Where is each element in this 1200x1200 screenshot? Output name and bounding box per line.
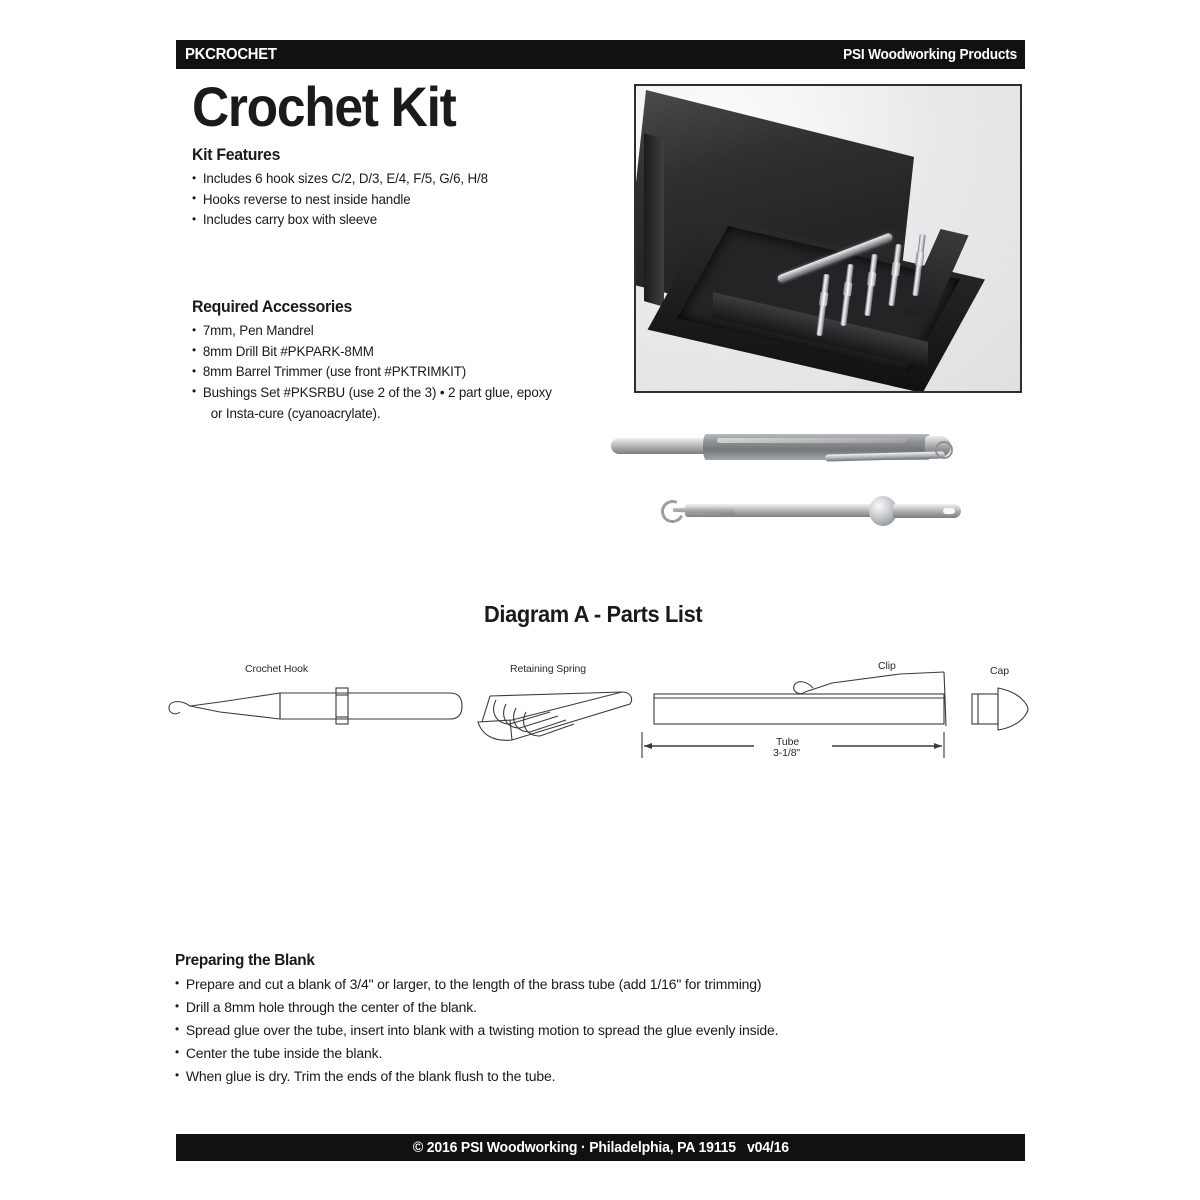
diagram-title: Diagram A - Parts List [484,601,703,627]
pen-tip [611,438,709,454]
hook-tail [893,504,961,518]
brand-label: PSI Woodworking Products [843,46,1017,63]
diagram-label-cap: Cap [990,665,1009,677]
required-accessories-heading: Required Accessories [192,298,353,316]
kit-features-section [192,146,612,231]
header-bar [176,40,1025,69]
list-item: • Includes 6 hook sizes C/2, D/3, E/4, F/5, G/6, H/8 [192,169,606,190]
diagram-a [160,650,1050,780]
kit-features-list [192,169,612,231]
diagram-label-crochet-hook: Crochet Hook [245,663,308,675]
required-accessories-list [192,321,612,424]
hook-tip-icon [658,497,687,526]
list-item: • 8mm Barrel Trimmer (use front #PKTRIMKIT) [192,362,606,383]
list-item: • Center the tube inside the blank. [175,1043,904,1066]
product-photo-assembled-pen [603,425,1025,475]
list-item-continuation: or Insta-cure (cyanoacrylate). [210,405,381,421]
sku-label: PKCROCHET [185,45,277,63]
copyright-label: © 2016 PSI Woodworking · Philadelphia, PA 19115 v04/16 [412,1139,789,1156]
preparing-the-blank-heading: Preparing the Blank [175,952,315,969]
list-item: • 8mm Drill Bit #PKPARK-8MM [192,342,606,363]
diagram-label-retaining-spring: Retaining Spring [510,663,587,675]
product-photo-box [634,84,1022,393]
list-item: • Hooks reverse to nest inside handle [192,190,606,211]
kit-features-heading: Kit Features [192,146,281,164]
preparing-the-blank-section [175,952,915,1089]
diagram-label-clip: Clip [878,660,896,672]
pen-clip-ring [935,441,953,459]
list-item: • 7mm, Pen Mandrel [192,321,606,342]
list-item: • Drill a 8mm hole through the center of the blank. [175,997,904,1020]
required-accessories-section [192,298,612,424]
footer-bar [176,1134,1025,1161]
preparing-the-blank-list [175,974,915,1089]
diagram-label-tube-dimension: 3-1/8" [773,747,801,759]
list-item: • Bushings Set #PKSRBU (use 2 of the 3) • 2 part glue, epoxy [192,383,606,404]
list-item: • Includes carry box with sleeve [192,210,606,231]
list-item: • Prepare and cut a blank of 3/4" or larger, to the length of the brass tube (add 1/16" for trimming) [175,974,904,997]
product-photo-crochet-hook [655,490,975,532]
box-lid-edge [644,133,664,307]
list-item: • When glue is dry. Trim the ends of the blank flush to the tube. [175,1066,904,1089]
list-item: • Spread glue over the tube, insert into blank with a twisting motion to spread the glue evenly inside. [175,1020,904,1043]
diagram-label-tube: Tube [776,736,800,748]
page-title: Crochet Kit [192,75,456,138]
